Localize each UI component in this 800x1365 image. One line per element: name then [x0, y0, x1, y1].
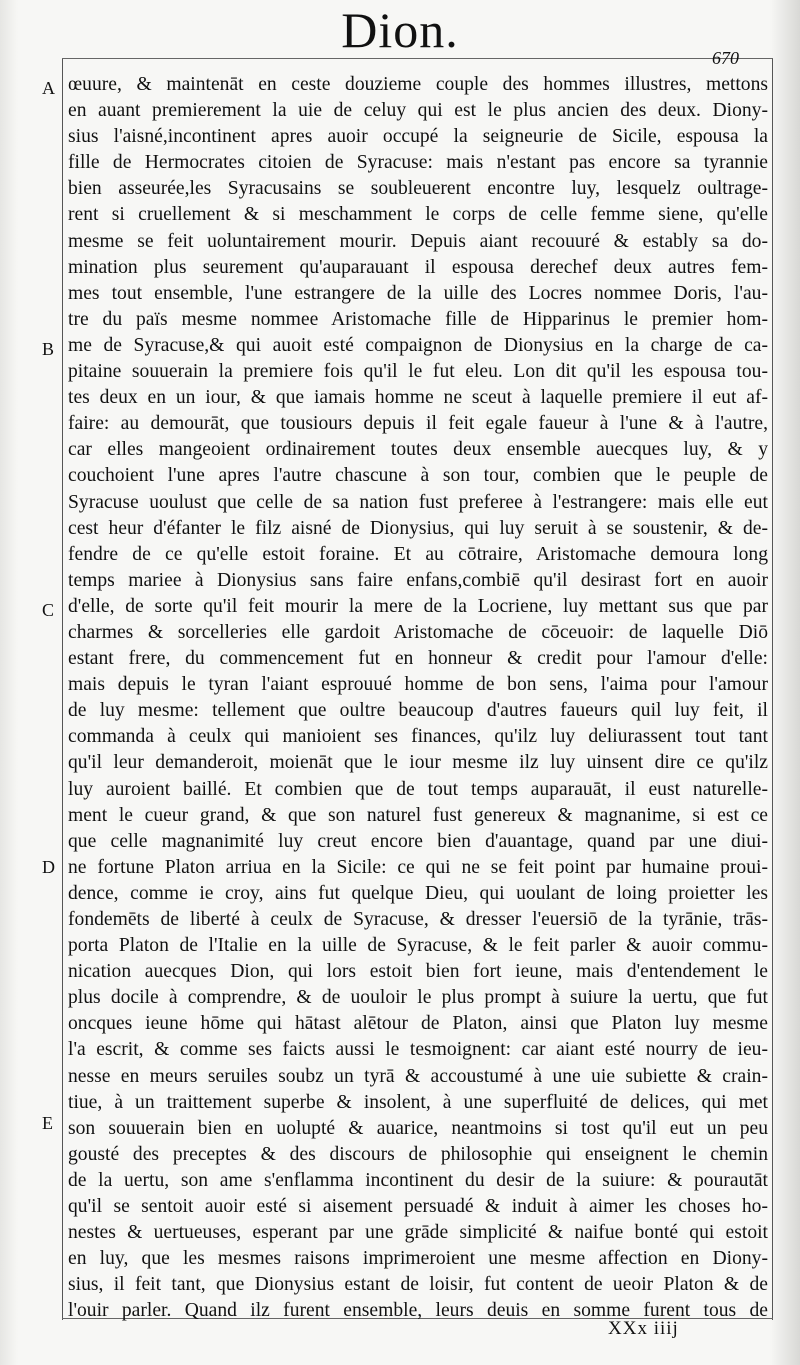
- text-line: oncques ieune hōme qui hātast alētour de Platon, ainsi que Platon luy mesme: [68, 1013, 768, 1035]
- top-border-rule: [62, 58, 773, 59]
- text-line: mesme se feit uoluntairement mourir. Depuis aiant recouuré & estably sa do-: [68, 230, 768, 252]
- text-line: fille de Hermocrates citoien de Syracuse: mais n'estant pas encore sa tyrannie: [68, 152, 768, 174]
- text-line: de la uertu, son ame s'enflamma incontinent du desir de la suiure: & pourautāt: [68, 1169, 768, 1191]
- text-line: d'elle, de sorte qu'il feit mourir la mere de la Locriene, luy mettant sus que par: [68, 595, 768, 617]
- signature-mark: XXx iiij: [608, 1318, 679, 1339]
- text-line: mes tout ensemble, l'une estrangere de la uille des Locres nommee Doris, l'au-: [68, 282, 768, 304]
- text-line: nesse en meurs seruiles soubz un tyrā & accoustumé à une uie subiette & crain-: [68, 1065, 768, 1087]
- text-line: nication auecques Dion, qui lors estoit bien fort ieune, mais d'entendement le: [68, 961, 768, 983]
- text-line: bien asseurée,les Syracusains se soubleuerent encontre luy, lesquelz oultrage-: [68, 178, 768, 200]
- text-line: l'a escrit, & comme ses faicts aussi le tesmoignent: car aiant esté nourry de ieu-: [68, 1039, 768, 1061]
- text-line: de luy mesme: tellement que oultre beaucoup d'autres faueurs quil luy feit, il: [68, 700, 768, 722]
- text-line: tes deux en un iour, & que iamais homme ne sceut à laquelle premiere il eut af-: [68, 387, 768, 409]
- text-line: en auant premierement la uie de celuy qui est le plus ancien des deux. Diony-: [68, 100, 768, 122]
- text-line: ne fortune Platon arriua en la Sicile: ce qui ne se feit point par humaine proui-: [68, 856, 768, 878]
- text-line: dence, comme ie croy, ains fut quelque Dieu, qui uoulant de loing proietter les: [68, 882, 768, 904]
- text-line: mais depuis le tyran l'aiant esprouué homme de bon sens, l'aima pour l'amour: [68, 674, 768, 696]
- text-line: tre du païs mesme nommee Aristomache fille de Hipparinus le premier hom-: [68, 308, 768, 330]
- text-line: rent si cruellement & si meschamment le corps de celle femme siene, qu'elle: [68, 204, 768, 226]
- running-title: Dion.: [341, 2, 459, 58]
- text-line: faire: au demourāt, que tousiours depuis il feit egale faueur à l'une & à l'autre,: [68, 413, 768, 435]
- page-number: 670: [712, 48, 739, 68]
- text-line: nestes & uertueuses, esperant par une grāde simplicité & naifue bonté qui estoit: [68, 1222, 768, 1244]
- text-line: car elles mangeoient ordinairement toutes deux ensemble auecques luy, & y: [68, 439, 768, 461]
- left-border-rule: [62, 58, 63, 1320]
- text-line: tiue, à un traittement superbe & insolent, à une superfluité de delices, qui met: [68, 1091, 768, 1113]
- text-line: l'ouir parler. Quand ilz furent ensemble, leurs deuis en somme furent tous de: [68, 1300, 768, 1322]
- text-line: temps mariee à Dionysius sans faire enfans,combiē qu'il desirast fort en auoir: [68, 569, 768, 591]
- text-line: qu'il se sentoit auoir esté si aisement persuadé & induit à aimer les choses ho-: [68, 1196, 768, 1218]
- text-line: mination plus seurement qu'auparauant il espousa derechef deux autres fem-: [68, 256, 768, 278]
- text-line: luy auroient baillé. Et combien que de tout temps auparauāt, il eust naturelle-: [68, 778, 768, 800]
- text-line: couchoient l'une apres l'autre chascune à son tour, combien que le peuple de: [68, 465, 768, 487]
- margin-letter-b: B: [42, 339, 55, 359]
- margin-letter-a: A: [42, 78, 55, 98]
- text-line: commanda à ceulx qui manioient ses finances, qu'ilz luy deliurassent tout tant: [68, 726, 768, 748]
- right-border-rule: [772, 58, 773, 1320]
- text-line: plus docile à comprendre, & de uouloir le plus prompt à suiure la uertu, que fut: [68, 987, 768, 1009]
- text-line: œuure, & maintenāt en ceste douzieme couple des hommes illustres, mettons: [68, 74, 768, 95]
- text-line: Syracuse uoulust que celle de sa nation fust preferee à l'estrangere: mais elle eut: [68, 491, 768, 513]
- margin-letter-c: C: [42, 600, 55, 620]
- text-line: fondemēts de liberté à ceulx de Syracuse, & dresser l'euersiō de la tyrānie, trās-: [68, 909, 768, 930]
- text-line: porta Platon de l'Italie en la uille de Syracuse, & le feit parler & auoir commu-: [68, 935, 768, 957]
- text-line: fendre de ce qu'elle estoit foraine. Et au cōtraire, Aristomache demoura long: [68, 543, 768, 565]
- text-line: ment le cueur grand, & que son naturel fust genereux & magnanime, si est ce: [68, 804, 768, 826]
- text-line: sius, il feit tant, que Dionysius estant de loisir, fut content de ueoir Platon & de: [68, 1274, 768, 1296]
- text-line: qu'il leur demanderoit, moienāt que le iour mesme ilz luy uinsent dire ce qu'ilz: [68, 752, 768, 774]
- text-line: en luy, que les mesmes raisons imprimeroient une mesme affection en Diony-: [68, 1248, 768, 1270]
- text-line: sius l'aisné,incontinent apres auoir occupé la seigneurie de Sicile, espousa la: [68, 126, 768, 148]
- margin-letter-d: D: [42, 857, 55, 877]
- margin-letter-e: E: [42, 1113, 53, 1133]
- text-line: me de Syracuse,& qui auoit esté compaignon de Dionysius en la charge de ca-: [68, 334, 768, 356]
- text-line: estant frere, du commencement fut en honneur & credit pour l'amour d'elle:: [68, 648, 768, 670]
- text-line: gousté des preceptes & des discours de philosophie qui enseignent le chemin: [68, 1143, 768, 1165]
- text-line: pitaine souuerain la premiere fois qu'il le fut eleu. Lon dit qu'il les espousa tou-: [68, 361, 768, 383]
- text-line: cest heur d'éfanter le filz aisné de Dionysius, qui luy seruit à se soustenir, & de-: [68, 517, 768, 539]
- text-line: charmes & sorcelleries elle gardoit Aristomache de cōceuoir: de laquelle Diō: [68, 621, 768, 643]
- text-line: que celle magnanimité luy creut encore bien d'auantage, quand par une diui-: [68, 830, 768, 852]
- text-line: son souuerain bien en uolupté & auarice, neantmoins si tost qu'il eut un peu: [68, 1117, 768, 1139]
- body-text: [68, 72, 768, 1325]
